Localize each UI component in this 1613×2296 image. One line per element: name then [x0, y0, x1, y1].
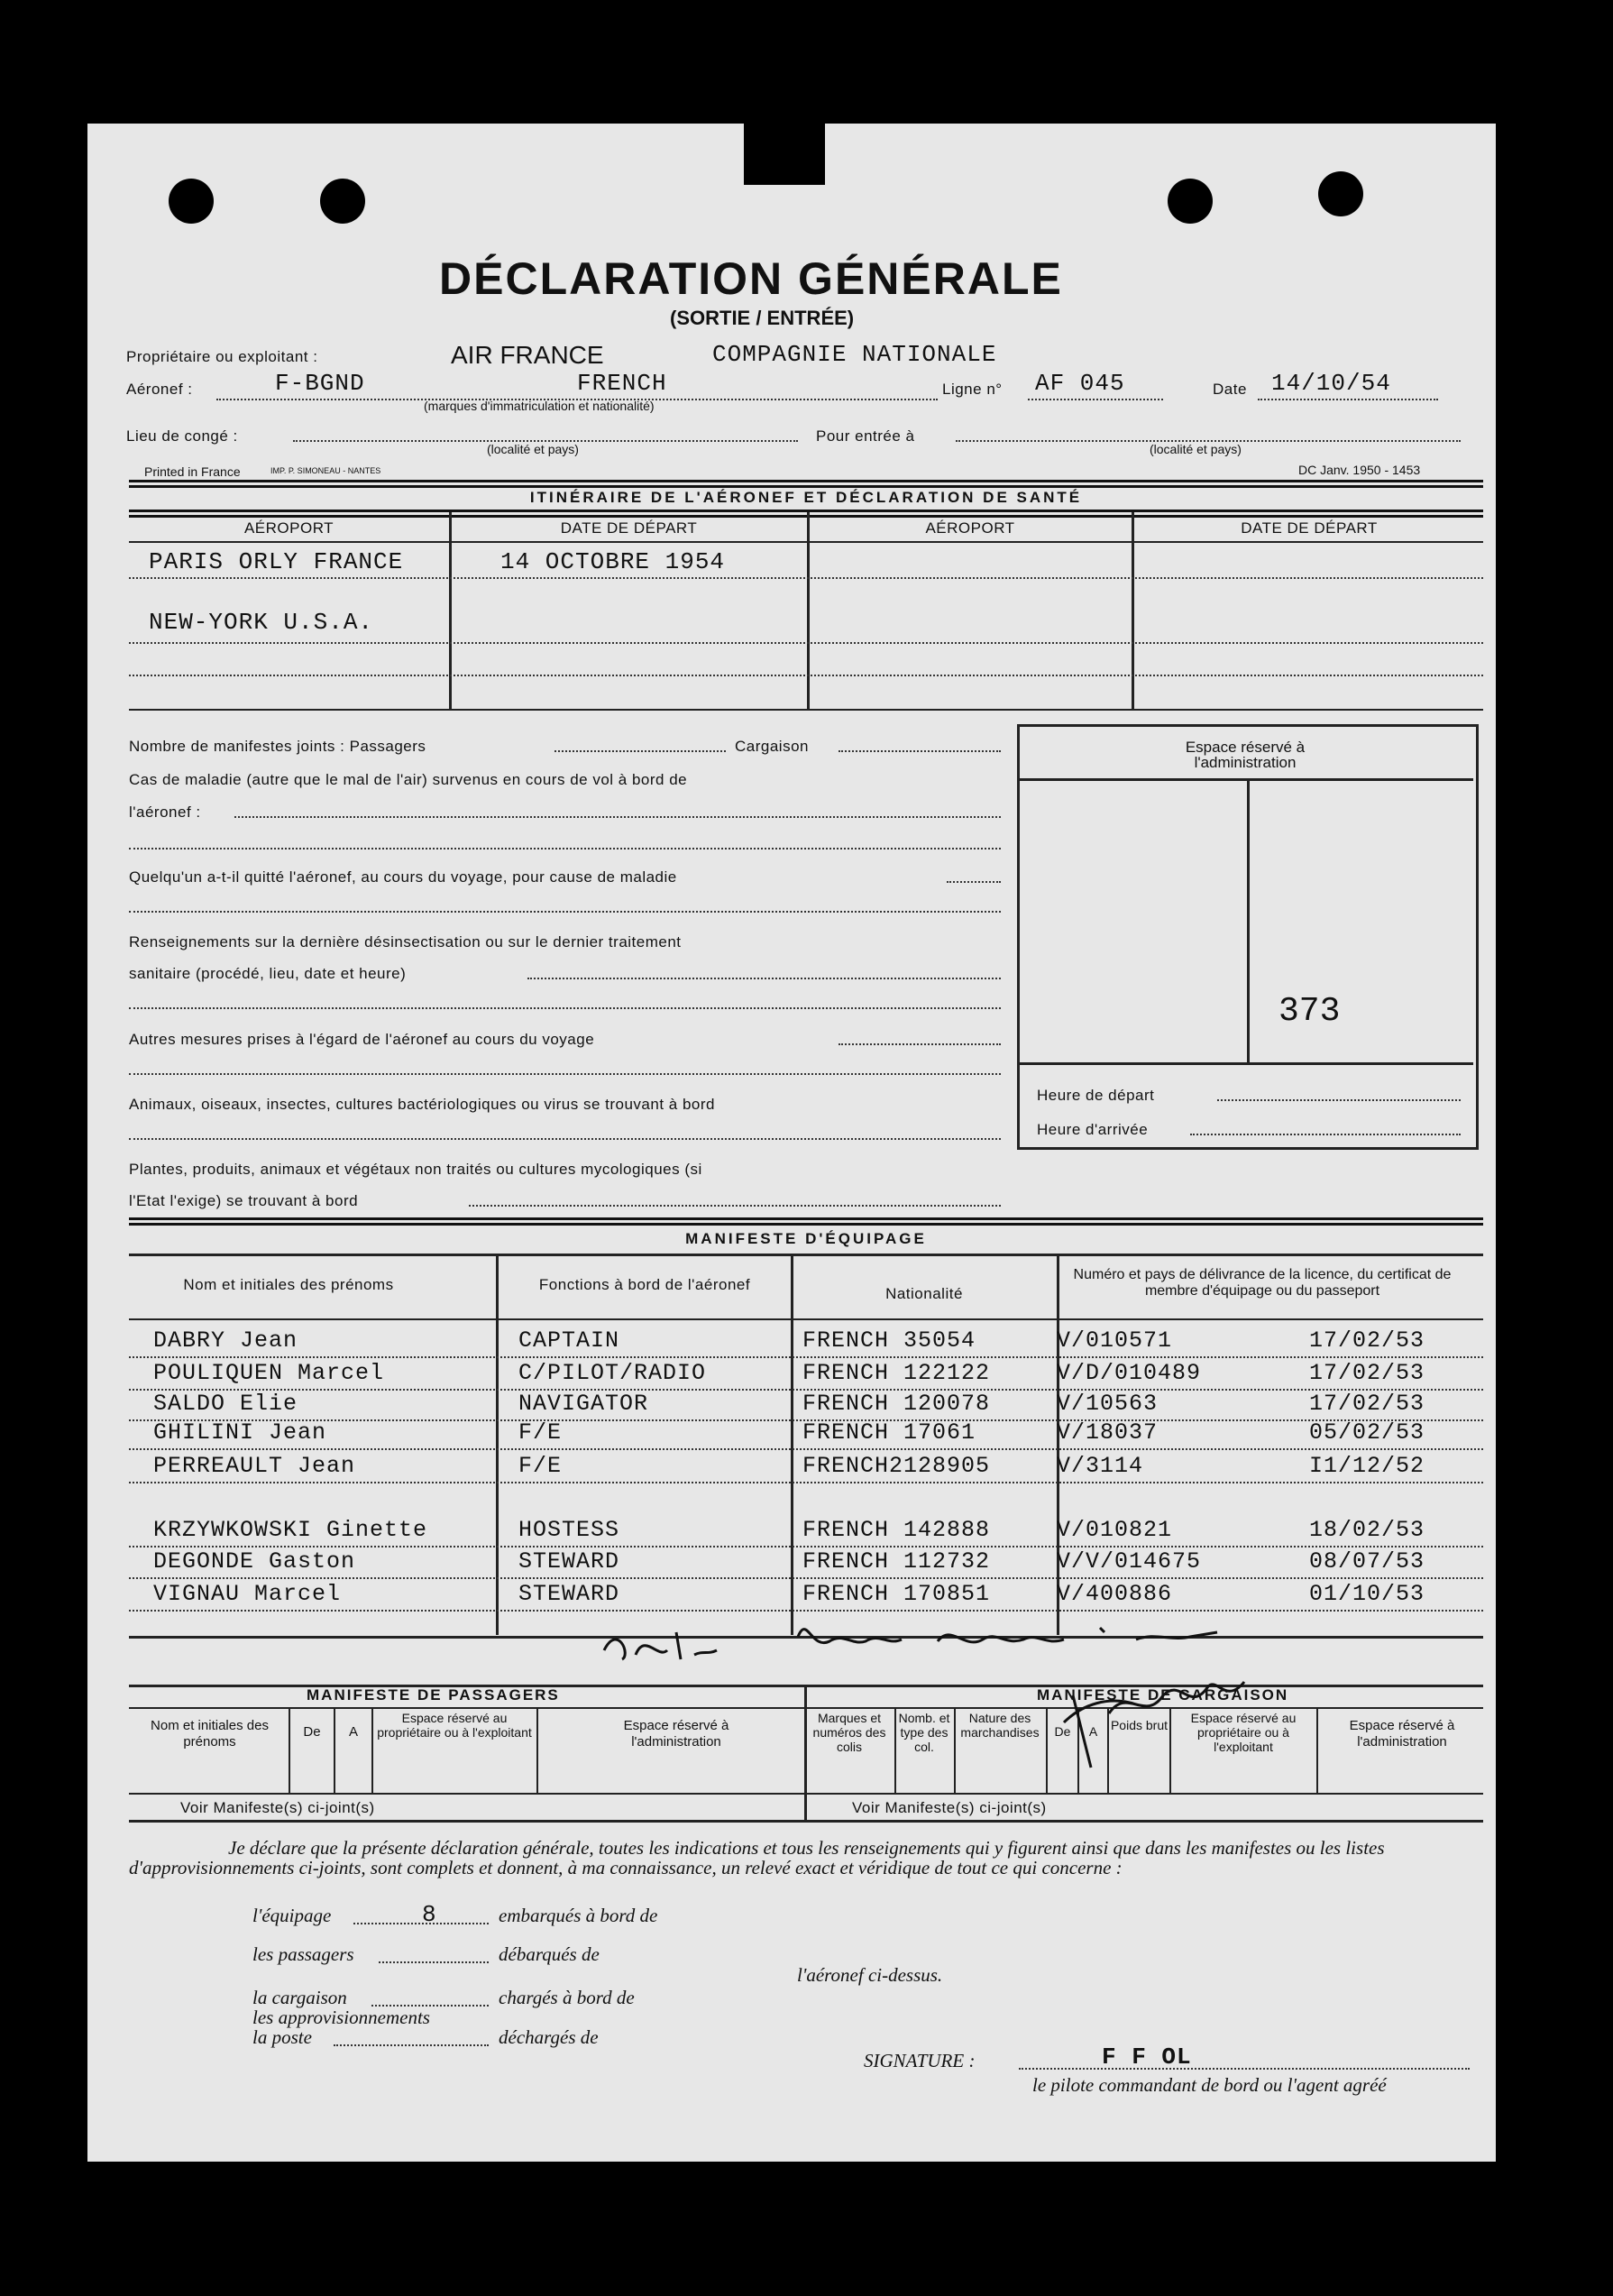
crew-heading: MANIFESTE D'ÉQUIPAGE	[685, 1230, 927, 1247]
form-code: DC Janv. 1950 - 1453	[1298, 463, 1421, 477]
aircraft-caption: (marques d'immatriculation et nationalité)	[424, 399, 655, 413]
itinerary-col-airport: AÉROPORT	[243, 519, 335, 537]
decl-embarked: embarqués à bord de	[499, 1905, 658, 1926]
crew-nationality: FRENCH 112732	[802, 1548, 991, 1575]
crew-license-date: 17/02/53	[1309, 1391, 1425, 1417]
disinfection-line-1: Renseignements sur la dernière désinsectisation ou sur le dernier traitement	[129, 933, 682, 951]
pax-col-from: De	[303, 1724, 321, 1740]
manifests-label: Nombre de manifestes joints : Passagers	[129, 738, 426, 755]
crew-col-license: Numéro et pays de délivrance de la licence, du certificat de membre d'équipage ou du passeport	[1073, 1267, 1452, 1299]
departure-time-label: Heure de départ	[1037, 1087, 1155, 1104]
owner-value: AIR FRANCE	[451, 341, 604, 369]
crew-name: POULIQUEN Marcel	[153, 1360, 385, 1386]
punch-hole	[169, 179, 214, 224]
cargo-col-nature: Nature des marchandises	[960, 1711, 1040, 1740]
aircraft-nationality: FRENCH	[577, 370, 667, 397]
decl-unloaded: déchargés de	[499, 2026, 599, 2048]
itinerary-col-airport-2: AÉROPORT	[925, 519, 1015, 537]
aircraft-label: Aéronef :	[126, 381, 193, 398]
line-label: Ligne n°	[942, 381, 1003, 398]
crew-name: SALDO Elie	[153, 1391, 298, 1417]
sickness-line-2: l'aéronef :	[129, 804, 201, 821]
crew-license-date: 18/02/53	[1309, 1517, 1425, 1543]
crew-function: C/PILOT/RADIO	[518, 1360, 707, 1386]
date-value: 14/10/54	[1271, 370, 1391, 397]
crew-nationality: FRENCH 122122	[802, 1360, 991, 1386]
pax-col-admin: Espace réservé à l'administration	[623, 1718, 729, 1750]
date-label: Date	[1213, 381, 1247, 398]
crew-license-date: I1/12/52	[1309, 1453, 1425, 1479]
printed-in: Printed in France	[144, 464, 241, 479]
crew-col-function: Fonctions à bord de l'aéronef	[538, 1276, 751, 1293]
cargo-count-label: Cargaison	[735, 738, 809, 755]
plants-line-1: Plantes, produits, animaux et végétaux non traités ou cultures mycologiques (si	[129, 1161, 702, 1178]
cargo-see-manifest: Voir Manifeste(s) ci-joint(s)	[852, 1799, 1047, 1816]
itinerary-airport-2: NEW-YORK U.S.A.	[149, 609, 374, 636]
decl-disembarked: débarqués de	[499, 1943, 600, 1965]
signature-label: SIGNATURE :	[864, 2050, 976, 2071]
crew-col-nationality: Nationalité	[885, 1285, 963, 1302]
pax-see-manifest: Voir Manifeste(s) ci-joint(s)	[180, 1799, 375, 1816]
other-measures-label: Autres mesures prises à l'égard de l'aéronef au cours du voyage	[129, 1031, 595, 1048]
crew-name: DEGONDE Gaston	[153, 1548, 356, 1575]
crew-row-rule	[129, 1356, 1483, 1358]
cargo-handwritten-signature	[1055, 1668, 1289, 1781]
crew-license: V/3114	[1057, 1453, 1144, 1479]
disinfection-line-2: sanitaire (procédé, lieu, date et heure)	[129, 965, 407, 982]
printer: IMP. P. SIMONEAU - NANTES	[270, 466, 381, 475]
aircraft-registration: F-BGND	[275, 370, 365, 397]
owner-value-2: COMPAGNIE NATIONALE	[712, 341, 997, 368]
decl-crew-count: 8	[422, 1901, 437, 1928]
form-title: DÉCLARATION GÉNÉRALE	[439, 253, 1063, 304]
crew-function: F/E	[518, 1419, 563, 1446]
itinerary-date-1: 14 OCTOBRE 1954	[500, 548, 726, 575]
crew-license: V/010571	[1057, 1327, 1173, 1354]
crew-license: V/D/010489	[1057, 1360, 1202, 1386]
crew-function: NAVIGATOR	[518, 1391, 649, 1417]
decl-supplies-label: les approvisionnements	[252, 2007, 430, 2028]
cargo-col-weight: Poids brut	[1110, 1718, 1169, 1732]
crew-license: V/10563	[1057, 1391, 1159, 1417]
crew-name: PERREAULT Jean	[153, 1453, 356, 1479]
crew-name: KRZYWKOWSKI Ginette	[153, 1517, 428, 1543]
line-value: AF 045	[1035, 370, 1125, 397]
itinerary-col-date: DATE DE DÉPART	[560, 519, 698, 537]
signer-caption: le pilote commandant de bord ou l'agent agréé	[1032, 2074, 1387, 2096]
admin-stamp-number: 373	[1278, 992, 1341, 1031]
crew-license-date: 08/07/53	[1309, 1548, 1425, 1575]
crew-nationality: FRENCH 17061	[802, 1419, 976, 1446]
admin-box-title: Espace réservé à l'administration	[1185, 739, 1306, 771]
crew-license-date: 17/02/53	[1309, 1327, 1425, 1354]
crew-function: HOSTESS	[518, 1517, 620, 1543]
crew-row-rule	[129, 1546, 1483, 1548]
decl-crew-label: l'équipage	[252, 1905, 332, 1926]
signature-value: F F OL	[1102, 2043, 1192, 2071]
cargo-col-marks: Marques et numéros des colis	[812, 1711, 886, 1754]
crew-function: STEWARD	[518, 1548, 620, 1575]
crew-license: V/010821	[1057, 1517, 1173, 1543]
pax-col-to: A	[348, 1724, 358, 1740]
crew-col-name: Nom et initiales des prénoms	[183, 1276, 394, 1293]
entry-label: Pour entrée à	[816, 427, 915, 445]
crew-license: V/400886	[1057, 1581, 1173, 1607]
decl-loaded: chargés à bord de	[499, 1987, 635, 2008]
crew-function: STEWARD	[518, 1581, 620, 1607]
left-sick-label: Quelqu'un a-t-il quitté l'aéronef, au cours du voyage, pour cause de maladie	[129, 868, 677, 886]
crew-name: GHILINI Jean	[153, 1419, 327, 1446]
crew-row-rule	[129, 1577, 1483, 1579]
crew-nationality: FRENCH 170851	[802, 1581, 991, 1607]
crew-name: VIGNAU Marcel	[153, 1581, 342, 1607]
decl-mail-label: la poste	[252, 2026, 312, 2048]
cargo-col-admin: Espace réservé à l'administration	[1349, 1718, 1455, 1750]
sickness-line-1: Cas de maladie (autre que le mal de l'air) survenus en cours de vol à bord de	[129, 771, 688, 788]
cargo-col-from: De	[1054, 1724, 1071, 1739]
animals-label: Animaux, oiseaux, insectes, cultures bactériologiques ou virus se trouvant à bord	[129, 1096, 715, 1113]
plants-line-2: l'Etat l'exige) se trouvant à bord	[129, 1192, 359, 1209]
crew-license-date: 17/02/53	[1309, 1360, 1425, 1386]
crew-handwritten-signature	[793, 1605, 1334, 1664]
crew-row-rule	[129, 1448, 1483, 1450]
crew-function: F/E	[518, 1453, 563, 1479]
crew-nationality: FRENCH 120078	[802, 1391, 991, 1417]
departure-place-label: Lieu de congé :	[126, 427, 238, 445]
crew-row-rule	[129, 1482, 1483, 1483]
cargo-col-count: Nomb. et type des col.	[898, 1711, 950, 1754]
crew-license-date: 01/10/53	[1309, 1581, 1425, 1607]
pax-col-name: Nom et initiales des prénoms	[151, 1718, 269, 1750]
crew-handwritten-initials	[595, 1614, 739, 1668]
punch-hole	[1318, 171, 1363, 216]
crew-nationality: FRENCH 142888	[802, 1517, 991, 1543]
crew-nationality: FRENCH 35054	[802, 1327, 976, 1354]
decl-cargo-label: la cargaison	[252, 1987, 347, 2008]
punch-hole	[320, 179, 365, 224]
itinerary-heading: ITINÉRAIRE DE L'AÉRONEF ET DÉCLARATION DE SANTÉ	[529, 489, 1083, 506]
owner-label: Propriétaire ou exploitant :	[126, 348, 318, 365]
crew-license: V/18037	[1057, 1419, 1159, 1446]
crew-nationality: FRENCH2128905	[802, 1453, 991, 1479]
staple-notch	[744, 124, 825, 185]
crew-license: V/V/014675	[1057, 1548, 1202, 1575]
decl-aircraft: l'aéronef ci-dessus.	[797, 1964, 943, 1986]
departure-place-caption: (localité et pays)	[487, 442, 579, 456]
crew-name: DABRY Jean	[153, 1327, 298, 1354]
itinerary-col-date-2: DATE DE DÉPART	[1241, 519, 1378, 537]
cargo-col-to: A	[1088, 1724, 1098, 1739]
pax-col-owner: Espace réservé au propriétaire ou à l'exploitant	[377, 1711, 532, 1740]
passenger-heading: MANIFESTE DE PASSAGERS	[307, 1686, 560, 1704]
declaration-text: Je déclare que la présente déclaration générale, toutes les indications et tous les renseignements qui y figurent ainsi que dans les manifestes ou les listes d'approvisionnements ci-joints, sont complets et donnent, à ma connaissance, un relevé exact et véridique de tout ce qui concerne :	[129, 1837, 1385, 1878]
form-subtitle: (SORTIE / ENTRÉE)	[670, 307, 855, 329]
crew-function: CAPTAIN	[518, 1327, 620, 1354]
cargo-heading: MANIFESTE DE CARGAISON	[1037, 1686, 1289, 1704]
entry-caption: (localité et pays)	[1150, 442, 1242, 456]
punch-hole	[1168, 179, 1213, 224]
cargo-col-owner: Espace réservé au propriétaire ou à l'exploitant	[1190, 1711, 1297, 1754]
itinerary-airport-1: PARIS ORLY FRANCE	[149, 548, 404, 575]
crew-license-date: 05/02/53	[1309, 1419, 1425, 1446]
decl-passengers-label: les passagers	[252, 1943, 354, 1965]
arrival-time-label: Heure d'arrivée	[1037, 1121, 1149, 1138]
